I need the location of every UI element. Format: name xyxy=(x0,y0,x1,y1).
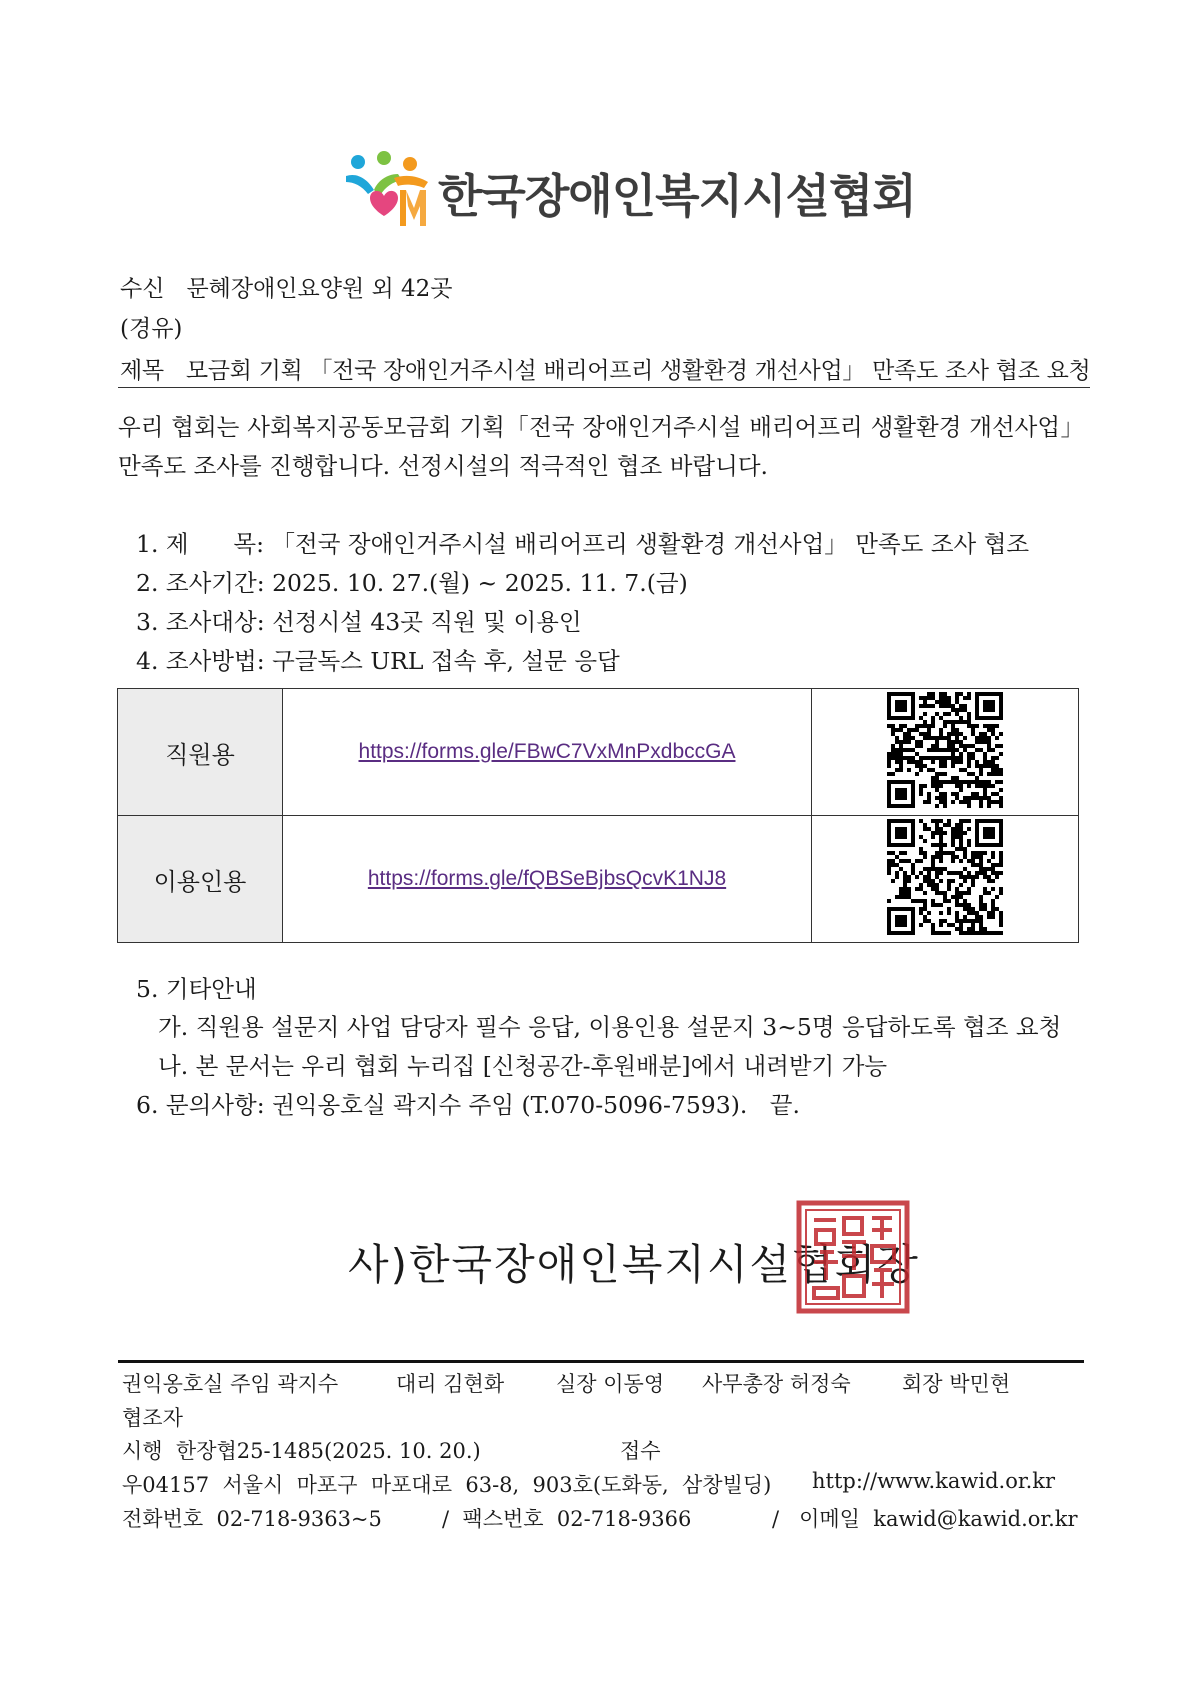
item-other-b: 나. 본 문서는 우리 협회 누리집 [신청공간-후원배분]에서 내려받기 가능 xyxy=(158,1052,888,1080)
item-target: 3. 조사대상: 선정시설 43곳 직원 및 이용인 xyxy=(136,608,582,636)
qr-code-icon xyxy=(887,819,1003,935)
resident-qr-cell xyxy=(812,816,1079,943)
staff-label: 직원용 xyxy=(118,689,283,816)
recipient-value: 문혜장애인요양원 외 42곳 xyxy=(186,276,453,302)
intro-line-2: 만족도 조사를 진행합니다. 선정시설의 적극적인 협조 바랍니다. xyxy=(118,452,768,480)
item-other-a: 가. 직원용 설문지 사업 담당자 필수 응답, 이용인용 설문지 3~5명 응답하도록 협조 요청 xyxy=(158,1013,1062,1041)
subject-line xyxy=(120,352,1090,385)
qr-code-icon xyxy=(887,692,1003,808)
footer-divider xyxy=(118,1360,1084,1363)
item-period: 2. 조사기간: 2025. 10. 27.(월) ~ 2025. 11. 7.(금) xyxy=(136,569,688,597)
footer-staff-3: 실장 이동영 xyxy=(556,1372,665,1396)
intro-line-1: 우리 협회는 사회복지공동모금회 기획「전국 장애인거주시설 배리어프리 생활환경 개선사업」 xyxy=(118,413,1084,441)
org-logo-text: 한국장애인복지시설협회 xyxy=(438,169,916,223)
footer-cooperator: 협조자 xyxy=(122,1406,183,1430)
item-method: 4. 조사방법: 구글독스 URL 접속 후, 설문 응답 xyxy=(136,647,620,675)
item-contact: 6. 문의사항: 권익옹호실 곽지수 주임 (T.070-5096-7593). 끝. xyxy=(136,1091,800,1119)
staff-qr-cell xyxy=(812,689,1079,816)
footer-receipt: 접수 xyxy=(620,1439,661,1463)
footer-staff-5: 회장 박민현 xyxy=(902,1372,1011,1396)
survey-link-table xyxy=(117,688,1079,943)
org-logo xyxy=(344,150,916,230)
table-row xyxy=(118,689,1079,816)
footer-address: 우04157 서울시 마포구 마포대로 63-8, 903호(도화동, 삼창빌딩) xyxy=(122,1473,772,1497)
footer-staff-1: 권익옹호실 주임 곽지수 xyxy=(122,1372,339,1396)
resident-url-cell xyxy=(283,816,812,943)
subject-label: 제목 xyxy=(120,358,164,384)
official-seal-icon xyxy=(796,1200,910,1314)
staff-survey-link[interactable]: https://forms.gle/FBwC7VxMnPxdbccGA xyxy=(358,740,736,763)
resident-survey-link[interactable]: https://forms.gle/fQBSeBjbsQcvK1NJ8 xyxy=(367,867,727,890)
org-logo-icon xyxy=(344,150,434,230)
subject-value: 모금회 기획 「전국 장애인거주시설 배리어프리 생활환경 개선사업」 만족도 조사 협조 요청 xyxy=(185,358,1091,384)
item-other: 5. 기타안내 xyxy=(136,975,257,1003)
resident-label: 이용인용 xyxy=(118,816,283,943)
recipient-label: 수신 xyxy=(120,276,165,302)
footer-email[interactable]: / 이메일 kawid@kawid.or.kr xyxy=(772,1507,1078,1531)
table-row xyxy=(118,816,1079,943)
recipient-line xyxy=(120,270,453,303)
via-label: (경유) xyxy=(120,316,183,342)
footer-doc-no: 시행 한장협25-1485(2025. 10. 20.) xyxy=(122,1439,481,1463)
header-divider xyxy=(118,387,1090,388)
footer-staff-4: 사무총장 허정숙 xyxy=(702,1372,851,1396)
footer-phone: 전화번호 02-718-9363~5 xyxy=(122,1507,382,1531)
staff-url-cell xyxy=(283,689,812,816)
footer-staff-2: 대리 김현화 xyxy=(396,1372,505,1396)
footer-website[interactable]: http://www.kawid.or.kr xyxy=(812,1469,1056,1493)
item-subject: 1. 제 목: 「전국 장애인거주시설 배리어프리 생활환경 개선사업」 만족도 조사 협조 xyxy=(136,530,1030,558)
sender-name: 사)한국장애인복지시설협회장 xyxy=(348,1240,920,1289)
footer-fax: / 팩스번호 02-718-9366 xyxy=(442,1507,692,1531)
